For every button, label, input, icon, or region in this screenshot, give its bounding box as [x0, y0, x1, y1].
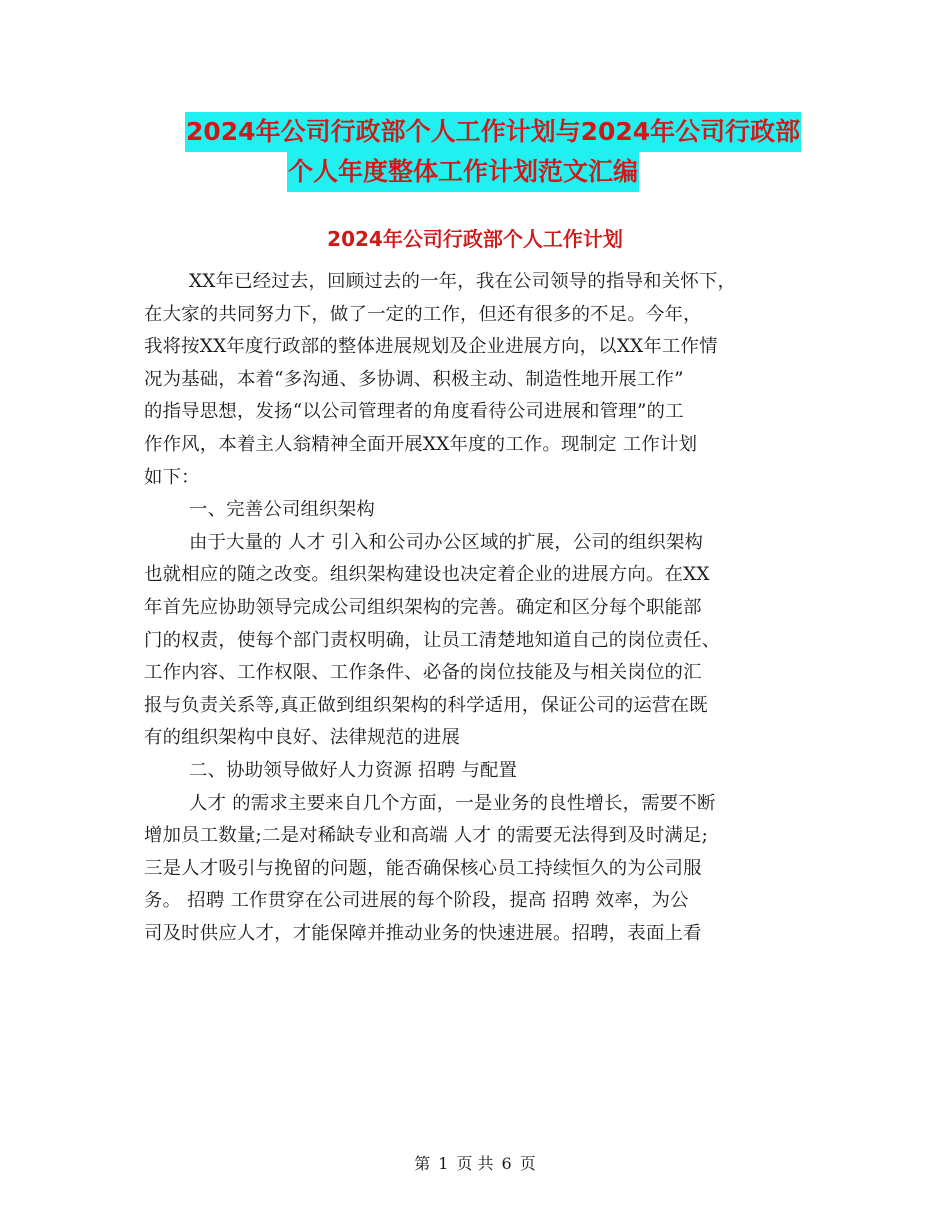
body-line: 如下： [144, 466, 200, 488]
body-line: 在大家的共同努力下，做了一定的工作，但还有很多的不足。今年， [144, 303, 702, 325]
footer-page-number: 1 [438, 1154, 449, 1173]
section-heading: 二、协助领导做好人力资源 招聘 与配置 [189, 759, 518, 781]
title-line-2: 个人年度整体工作计划范文汇编 [287, 152, 639, 192]
body-line: 三是人才吸引与挽留的问题，能否确保核心员工持续恒久的为公司服 [144, 857, 702, 879]
document-title [185, 112, 815, 192]
footer-total-pages: 6 [501, 1154, 512, 1173]
body-line: 司及时供应人才，才能保障并推动业务的快速进展。招聘，表面上看 [144, 922, 702, 944]
body-line: 门的权责，使每个部门责权明确，让员工清楚地知道自己的岗位责任、 [144, 629, 721, 651]
page-footer [0, 1153, 950, 1175]
body-line: 有的组织架构中良好、法律规范的进展 [144, 727, 461, 749]
body-line: 我将按XX年度行政部的整体进展规划及企业进展方向，以XX年工作情 [144, 336, 718, 358]
body-line: 增加员工数量;二是对稀缺专业和高端 人才 的需要无法得到及时满足; [144, 825, 709, 847]
body-line: XX年已经过去，回顾过去的一年，我在公司领导的指导和关怀下， [189, 271, 737, 292]
footer-suffix: 页 [519, 1154, 536, 1173]
section-heading: 一、完善公司组织架构 [189, 499, 375, 521]
body-line: 年首先应协助领导完成公司组织架构的完善。确定和区分每个职能部 [144, 596, 702, 618]
title-line-1: 2024年公司行政部个人工作计划与2024年公司行政部 [185, 112, 801, 152]
body-line: 报与负责关系等,真正做到组织架构的科学适用，保证公司的运营在既 [144, 694, 708, 716]
section-subtitle: 2024年公司行政部个人工作计划 [327, 227, 623, 251]
footer-middle: 页 共 [456, 1154, 494, 1173]
body-line: 人才 的需求主要来自几个方面，一是业务的良性增长，需要不断 [189, 792, 716, 814]
body-line: 工作内容、工作权限、工作条件、必备的岗位技能及与相关岗位的汇 [144, 662, 702, 684]
body-line: 也就相应的随之改变。组织架构建设也决定着企业的进展方向。在XX [144, 564, 710, 586]
body-line: 作作风，本着主人翁精神全面开展XX年度的工作。现制定 工作计划 [144, 433, 698, 455]
body-line: 况为基础，本着“多沟通、多协调、积极主动、制造性地开展工作” [144, 368, 684, 390]
footer-prefix: 第 [414, 1154, 431, 1173]
body-line: 务。 招聘 工作贯穿在公司进展的每个阶段，提高 招聘 效率，为公 [144, 890, 689, 912]
document-body [144, 266, 809, 950]
body-line: 由于大量的 人才 引入和公司办公区域的扩展，公司的组织架构 [189, 531, 704, 553]
body-line: 的指导思想，发扬“以公司管理者的角度看待公司进展和管理”的工 [144, 401, 684, 423]
